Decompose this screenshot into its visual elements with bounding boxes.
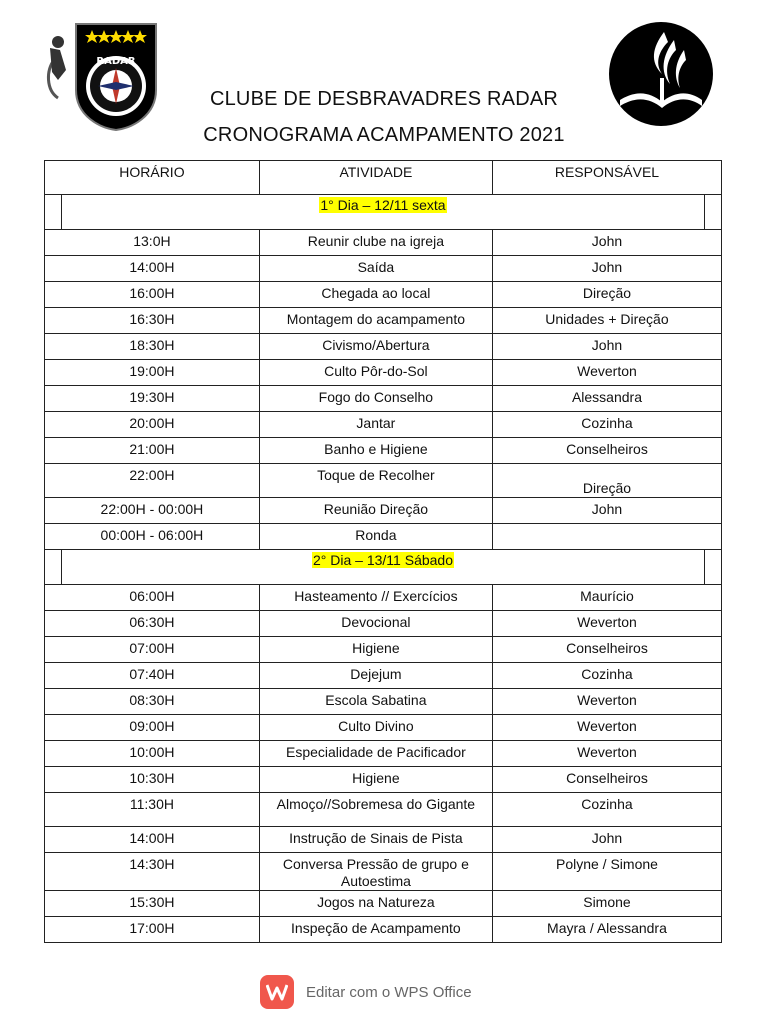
day-header-cell [45,550,722,585]
wps-office-icon [260,975,294,1009]
cell-activity: Higiene [259,637,492,663]
day-label: 2° Dia – 13/11 Sábado [313,552,453,568]
column-header-time: HORÁRIO [45,161,260,195]
cell-activity: Culto Pôr-do-Sol [259,360,492,386]
table-row [45,386,722,412]
column-header-responsible: RESPONSÁVEL [492,161,721,195]
table-row [45,412,722,438]
document-title: CLUBE DE DESBRAVADRES RADAR [209,88,559,110]
cell-activity: Dejejum [259,663,492,689]
table-row [45,360,722,386]
cell-responsible: Weverton [492,741,721,767]
cell-time: 19:00H [45,360,260,386]
table-row [45,637,722,663]
cell-activity: Almoço//Sobremesa do Gigante [259,793,492,827]
pathfinder-club-emblem-icon [36,20,160,132]
table-row [45,827,722,853]
cell-activity: Conversa Pressão de grupo e Autoestima [259,853,492,891]
cell-time: 15:30H [45,891,260,917]
cell-responsible: John [492,230,721,256]
cell-time: 17:00H [45,917,260,943]
day-header-row [45,550,722,585]
cell-activity: Montagem do acampamento [259,308,492,334]
table-row [45,793,722,827]
cell-responsible: Weverton [492,689,721,715]
cell-responsible: Cozinha [492,793,721,827]
cell-responsible: Direção [492,282,721,308]
wps-edit-label: Editar com o WPS Office [306,983,472,1001]
table-row [45,715,722,741]
cell-responsible: Cozinha [492,663,721,689]
cell-time: 22:00H - 00:00H [45,498,260,524]
cell-time: 06:30H [45,611,260,637]
cell-responsible: Cozinha [492,412,721,438]
table-row [45,689,722,715]
cell-activity: Instrução de Sinais de Pista [259,827,492,853]
table-row [45,524,722,550]
day-header-cell [45,195,722,230]
day-header-frame [61,550,705,584]
cell-activity: Reunião Direção [259,498,492,524]
cell-time: 00:00H - 06:00H [45,524,260,550]
cell-responsible: Conselheiros [492,438,721,464]
cell-activity: Reunir clube na igreja [259,230,492,256]
cell-time: 18:30H [45,334,260,360]
cell-responsible: Mayra / Alessandra [492,917,721,943]
cell-activity: Civismo/Abertura [259,334,492,360]
cell-time: 14:30H [45,853,260,891]
cell-responsible: John [492,256,721,282]
cell-activity: Culto Divino [259,715,492,741]
table-row [45,334,722,360]
day-header-row [45,195,722,230]
schedule-table [44,160,722,943]
cell-time: 21:00H [45,438,260,464]
cell-time: 11:30H [45,793,260,827]
cell-activity: Chegada ao local [259,282,492,308]
table-row [45,438,722,464]
table-row [45,256,722,282]
table-row [45,464,722,498]
table-header-row [45,161,722,195]
cell-responsible: John [492,827,721,853]
cell-responsible: Weverton [492,611,721,637]
cell-time: 09:00H [45,715,260,741]
cell-time: 16:30H [45,308,260,334]
cell-time: 19:30H [45,386,260,412]
cell-time: 07:00H [45,637,260,663]
cell-time: 06:00H [45,585,260,611]
cell-responsible: Maurício [492,585,721,611]
cell-responsible: Weverton [492,360,721,386]
cell-time: 08:30H [45,689,260,715]
cell-time: 13:0H [45,230,260,256]
cell-activity: Banho e Higiene [259,438,492,464]
cell-activity: Jantar [259,412,492,438]
cell-responsible: John [492,498,721,524]
logo-left-text: RADAR [96,56,136,67]
table-row [45,230,722,256]
cell-activity: Hasteamento // Exercícios [259,585,492,611]
document-subtitle: CRONOGRAMA ACAMPAMENTO 2021 [203,124,565,146]
cell-responsible: Alessandra [492,386,721,412]
table-row [45,917,722,943]
cell-activity: Devocional [259,611,492,637]
table-row [45,891,722,917]
cell-activity: Especialidade de Pacificador [259,741,492,767]
cell-time: 14:00H [45,256,260,282]
cell-activity: Saída [259,256,492,282]
cell-responsible: Polyne / Simone [492,853,721,891]
cell-activity: Toque de Recolher [259,464,492,498]
cell-activity: Higiene [259,767,492,793]
cell-time: 22:00H [45,464,260,498]
cell-responsible: Simone [492,891,721,917]
table-row [45,282,722,308]
table-row [45,611,722,637]
cell-responsible [492,524,721,550]
table-row [45,585,722,611]
wps-edit-button[interactable] [260,974,520,1010]
day-header-frame [61,195,705,229]
cell-activity: Jogos na Natureza [259,891,492,917]
cell-time: 20:00H [45,412,260,438]
cell-responsible: Conselheiros [492,767,721,793]
day-label: 1° Dia – 12/11 sexta [320,197,446,213]
cell-activity: Escola Sabatina [259,689,492,715]
table-row [45,741,722,767]
cell-activity: Fogo do Conselho [259,386,492,412]
cell-responsible: Conselheiros [492,637,721,663]
cell-time: 14:00H [45,827,260,853]
cell-activity: Inspeção de Acampamento [259,917,492,943]
table-row [45,767,722,793]
column-header-activity: ATIVIDADE [259,161,492,195]
table-row [45,498,722,524]
cell-responsible: Unidades + Direção [492,308,721,334]
cell-time: 10:00H [45,741,260,767]
table-row [45,853,722,891]
cell-responsible: Weverton [492,715,721,741]
cell-activity: Ronda [259,524,492,550]
table-row [45,663,722,689]
table-row [45,308,722,334]
cell-responsible: Direção [492,464,721,498]
cell-responsible: John [492,334,721,360]
cell-time: 07:40H [45,663,260,689]
cell-time: 10:30H [45,767,260,793]
cell-time: 16:00H [45,282,260,308]
adventist-flame-icon [606,22,716,130]
